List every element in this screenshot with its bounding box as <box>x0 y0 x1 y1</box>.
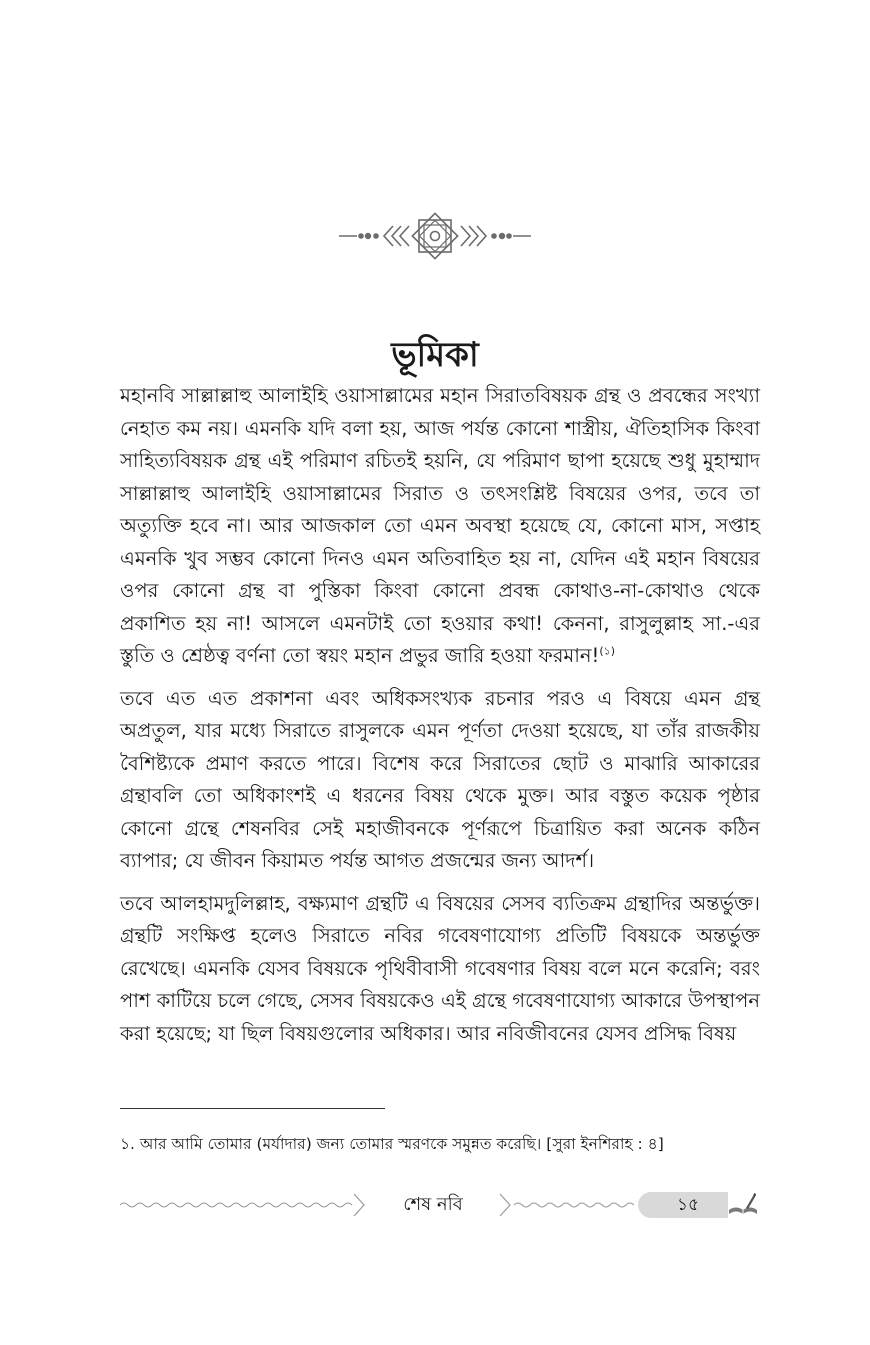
left-wave-ornament <box>118 1188 368 1222</box>
footnote-marker: (১) <box>599 644 616 658</box>
paragraph-3: তবে আলহামদুলিল্লাহ, বক্ষ্যমাণ গ্রন্থটি এ বিষয়ের সেসব ব্যতিক্রম গ্রন্থাদির অন্তর্ভুক্ত। গ্রন্থটি সংক্ষিপ্ত হলেও সিরাতে নবির গবেষণাযোগ্য প্রতিটি বিষয়কে অন্তর্ভুক্ত রেখেছে। এমনকি যেসব বিষয়কে পৃথিবীবাসী গবেষণার বিষয় বলে মনে করেনি; বরং পাশ কাটিয়ে চলে গেছে, সেসব বিষয়কেও এই গ্রন্থে গবেষণাযোগ্য আকারে উপস্থাপন করা হয়েছে; যা ছিল বিষয়গুলোর অধিকার। আর নবিজীবনের যেসব প্রসিদ্ধ বিষয় <box>120 891 760 1045</box>
paragraph-2: তবে এত এত প্রকাশনা এবং অধিকসংখ্যক রচনার পরও এ বিষয়ে এমন গ্রন্থ অপ্রতুল, যার মধ্যে সিরাতে রাসুলকে এমন পূর্ণতা দেওয়া হয়েছে, যা তাঁর রাজকীয় বৈশিষ্ট্যকে প্রমাণ করতে পারে। বিশেষ করে সিরাতের ছোট ও মাঝারি আকারের গ্রন্থাবলি তো অধিকাংশই এ ধরনের বিষয় থেকে মুক্ত। আর বস্তুত কয়েক পৃষ্ঠার কোনো গ্রন্থে শেষনবির সেই মহাজীবনকে পূর্ণরূপে চিত্রায়িত করা অনেক কঠিন ব্যাপার; যে জীবন কিয়ামত পর্যন্ত আগত প্রজন্মের জন্য আদর্শ। <box>120 686 760 872</box>
open-book-icon <box>726 1190 760 1220</box>
page-title: ভূমিকা <box>391 335 479 375</box>
paragraph-1-text: মহানবি সাল্লাল্লাহু আলাইহি ওয়াসাল্লামের মহান সিরাতবিষয়ক গ্রন্থ ও প্রবন্ধের সংখ্যা নেহাত কম নয়। এমনকি যদি বলা হয়, আজ পর্যন্ত কোনো শাস্ত্রীয়, ঐতিহাসিক কিংবা সাহিত্যবিষয়ক গ্রন্থ এই পরিমাণ রচিতই হয়নি, যে পরিমাণ ছাপা হয়েছে শুধু মুহাম্মাদ সাল্লাল্লাহু আলাইহি ওয়াসাল্লামের সিরাত ও তৎসংশ্লিষ্ট বিষয়ের ওপর, তবে তা অত্যুক্তি হবে না। আর আজকাল তো এমন অবস্থা হয়েছে যে, কোনো মাস, সপ্তাহ এমনকি খুব সম্ভব কোনো দিনও এমন অতিবাহিত হয় না, যেদিন এই মহান বিষয়ের ওপর কোনো গ্রন্থ বা পুস্তিকা কিংবা কোনো প্রবন্ধ কোথাও-না-কোথাও থেকে প্রকাশিত হয় না! আসলে এমনটাই তো হওয়ার কথা! কেননা, রাসুলুল্লাহ সা.-এর স্তুতি ও শ্রেষ্ঠত্ব বর্ণনা তো স্বয়ং মহান প্রভুর জারি হওয়া ফরমান! <box>120 384 760 667</box>
paragraph-1 <box>120 380 760 673</box>
octagram-ornament-icon <box>335 208 535 264</box>
book-title: শেষ নবি <box>403 1194 463 1215</box>
footnote: ১. আর আমি তোমার (মর্যাদার) জন্য তোমার স্মরণকে সমুন্নত করেছি। [সুরা ইনশিরাহ : ৪] <box>120 1135 664 1153</box>
body-text <box>120 380 760 1060</box>
page-number: ১৫ <box>676 1195 700 1215</box>
footnote-divider <box>120 1108 385 1109</box>
right-wave-ornament <box>496 1188 636 1222</box>
page-footer <box>118 1188 758 1222</box>
